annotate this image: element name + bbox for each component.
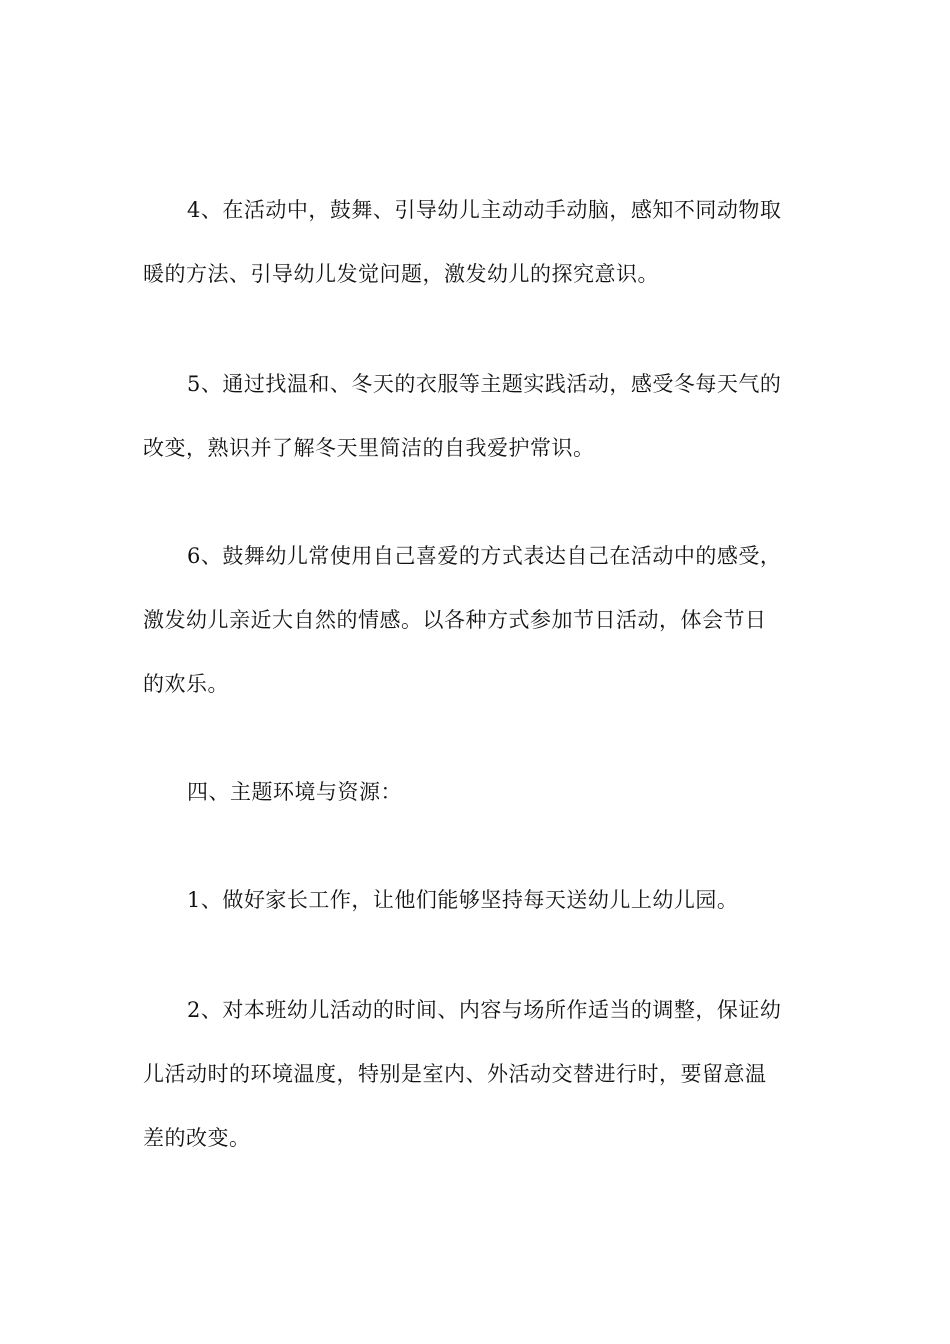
text-line: 1、做好家长工作，让他们能够坚持每天送幼儿上幼儿园。 <box>187 888 739 912</box>
paragraph-item-1 <box>143 868 807 932</box>
paragraph-item-4 <box>143 178 807 306</box>
text-line: 差的改变。 <box>143 1126 251 1150</box>
text-line: 儿活动时的环境温度，特别是室内、外活动交替进行时，要留意温 <box>143 1062 767 1086</box>
text-line: 改变，熟识并了解冬天里简洁的自我爱护常识。 <box>143 436 595 460</box>
text-line: 激发幼儿亲近大自然的情感。以各种方式参加节日活动，体会节日 <box>143 608 767 632</box>
text-line: 5、通过找温和、冬天的衣服等主题实践活动，感受冬每天气的 <box>187 372 782 396</box>
text-line: 暖的方法、引导幼儿发觉问题，激发幼儿的探究意识。 <box>143 262 659 286</box>
text-line: 6、鼓舞幼儿常使用自己喜爱的方式表达自己在活动中的感受， <box>187 544 782 568</box>
text-line: 4、在活动中，鼓舞、引导幼儿主动动手动脑，感知不同动物取 <box>187 198 782 222</box>
paragraph-item-2 <box>143 978 807 1170</box>
paragraph-item-6 <box>143 524 807 716</box>
text-line: 2、对本班幼儿活动的时间、内容与场所作适当的调整，保证幼 <box>187 998 782 1022</box>
paragraph-item-5 <box>143 352 807 480</box>
heading-line: 四、主题环境与资源： <box>187 780 402 804</box>
text-line: 的欢乐。 <box>143 672 229 696</box>
section-heading <box>143 760 807 824</box>
